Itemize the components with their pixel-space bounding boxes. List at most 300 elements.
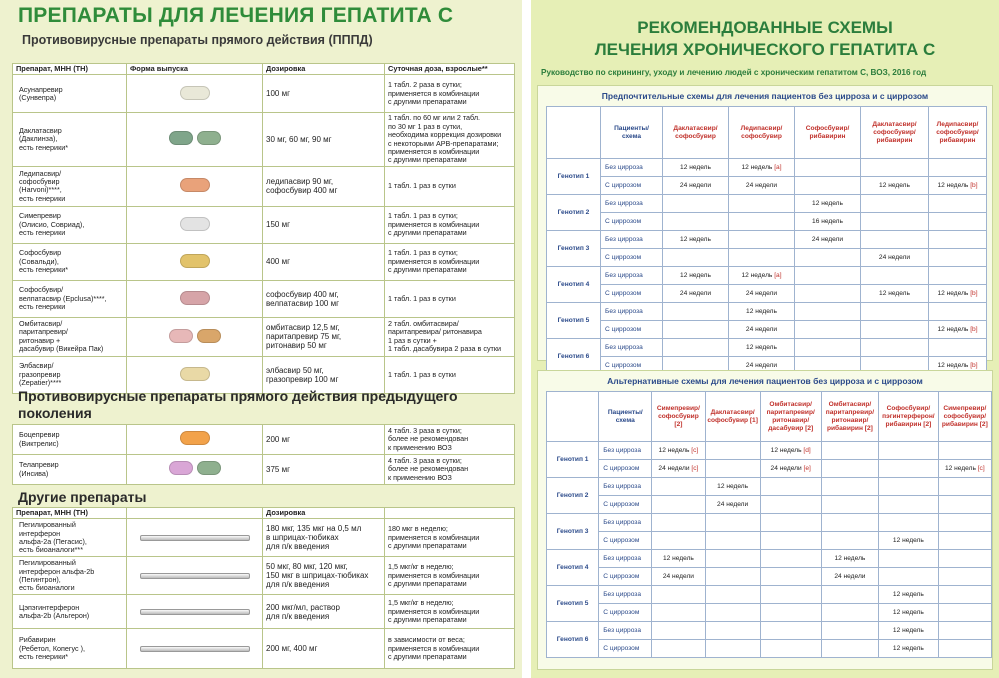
drug-form-image (127, 280, 263, 317)
duration-cell: 12 недель [d] (760, 442, 821, 460)
preferred-regimens-table (546, 106, 987, 375)
preferred-box (537, 85, 993, 369)
drug-name: Рибавирин (Ребетол, Копегус ), есть генерики* (13, 629, 127, 669)
genotype-label: Генотип 1 (547, 159, 601, 195)
duration-cell (938, 604, 991, 622)
duration-cell (938, 640, 991, 658)
duration-cell (663, 339, 729, 357)
duration-cell (795, 303, 861, 321)
drug-daily-dose: 1 табл. 1 раз в сутки (385, 280, 515, 317)
drug-form-image (127, 317, 263, 356)
duration-cell (760, 568, 821, 586)
duration-cell: 24 недели (729, 177, 795, 195)
duration-cell (652, 640, 705, 658)
duration-cell: 12 недель (729, 339, 795, 357)
drug-name: Софосбувир/ велпатасвир (Epclusa)****, есть генерики (13, 280, 127, 317)
patient-category: Без цирроза (601, 159, 663, 177)
tablet-image (180, 178, 210, 192)
duration-cell: 12 недель [a] (729, 159, 795, 177)
duration-cell: 12 недель [b] (929, 285, 987, 303)
drug-row (13, 519, 515, 557)
duration-cell (760, 514, 821, 532)
duration-cell (705, 514, 760, 532)
drug-form-image (127, 166, 263, 206)
drug-dose: 400 мг (263, 243, 385, 280)
regimen-row (547, 586, 992, 604)
duration-cell: 12 недель (663, 159, 729, 177)
drug-form-image (127, 557, 263, 595)
duration-cell: 24 недели [e] (760, 460, 821, 478)
drug-form-image (127, 243, 263, 280)
col-form: Форма выпуска (127, 64, 263, 75)
duration-cell (938, 622, 991, 640)
drug-dose: 50 мкг, 80 мкг, 120 мкг, 150 мкг в шприцах-тюбиках для п/к введения (263, 557, 385, 595)
tablet-image (180, 217, 210, 231)
regimen-header-row (547, 107, 987, 159)
duration-cell (705, 442, 760, 460)
duration-cell: 12 недель (663, 231, 729, 249)
duration-cell (705, 622, 760, 640)
drug-dose: софосбувир 400 мг, велпатасвир 100 мг (263, 280, 385, 317)
drug-form-image (127, 519, 263, 557)
drug-daily-dose: 1,5 мкг/кг в неделю; применяется в комбинации с другими препаратами (385, 557, 515, 595)
drug-form-image (127, 425, 263, 455)
duration-cell (938, 532, 991, 550)
duration-cell (729, 195, 795, 213)
duration-cell (821, 586, 878, 604)
tablet-image (180, 367, 210, 381)
duration-cell (821, 514, 878, 532)
duration-cell (652, 586, 705, 604)
duration-cell: 24 недели (652, 568, 705, 586)
duration-cell (929, 249, 987, 267)
genotype-label: Генотип 1 (547, 442, 599, 478)
alternative-box (537, 370, 993, 670)
drug-name: Пегилированный интерферон альфа-2b (Пегинтрон), есть биоаналоги (13, 557, 127, 595)
duration-cell (663, 303, 729, 321)
duration-cell: 12 недель (861, 285, 929, 303)
drug-name: Пегилированный интерферон альфа-2а (Пегасис), есть биоаналоги*** (13, 519, 127, 557)
tablet-image (180, 291, 210, 305)
patient-category: Без цирроза (599, 442, 652, 460)
regimen-header: Даклатасвир/ софосбувир/ рибавирин (861, 107, 929, 159)
drug-dose: омбитасвир 12,5 мг, паритапревир 75 мг, ритонавир 50 мг (263, 317, 385, 356)
duration-cell (795, 267, 861, 285)
drug-name: Ледипасвир/ софосбувир (Harvoni)****, есть генерики (13, 166, 127, 206)
regimen-header: Ледипасвир/ софосбувир/ рибавирин (929, 107, 987, 159)
duration-cell (729, 249, 795, 267)
regimen-row (547, 177, 987, 195)
genotype-label: Генотип 2 (547, 478, 599, 514)
drug-daily-dose: 1 табл. 1 раз в сутки (385, 166, 515, 206)
blank-header (547, 392, 599, 442)
drug-daily-dose: в зависимости от веса; применяется в комбинации с другими препаратами (385, 629, 515, 669)
genotype-label: Генотип 6 (547, 339, 601, 375)
drug-name: Цэпэгинтерферон альфа-2b (Альгерон) (13, 595, 127, 629)
duration-cell: 24 недели (729, 285, 795, 303)
alternative-regimens-table (546, 391, 992, 658)
genotype-label: Генотип 4 (547, 550, 599, 586)
regimen-row (547, 622, 992, 640)
syringe-image (140, 573, 250, 579)
drug-dose: 150 мг (263, 206, 385, 243)
regimens-title-line2: ЛЕЧЕНИЯ ХРОНИЧЕСКОГО ГЕПАТИТА С (594, 40, 936, 59)
duration-cell (821, 532, 878, 550)
duration-cell (760, 550, 821, 568)
duration-cell (663, 321, 729, 339)
drug-daily-dose: 4 табл. 3 раза в сутки; более не рекомендован к применению ВОЗ (385, 455, 515, 485)
duration-cell (821, 496, 878, 514)
duration-cell (879, 550, 939, 568)
patient-category: С циррозом (599, 496, 652, 514)
regimens-panel (531, 0, 999, 678)
drug-daily-dose: 4 табл. 3 раза в сутки; более не рекомендован к применению ВОЗ (385, 425, 515, 455)
regimen-row (547, 339, 987, 357)
patient-category: Без цирроза (599, 622, 652, 640)
duration-cell (705, 640, 760, 658)
duration-cell (760, 586, 821, 604)
duration-cell: 24 недели (821, 568, 878, 586)
duration-cell (760, 532, 821, 550)
regimen-header: Даклатасвир/ софосбувир (663, 107, 729, 159)
duration-cell (861, 321, 929, 339)
prev-gen-table (12, 424, 515, 485)
duration-cell (760, 478, 821, 496)
duration-cell (821, 478, 878, 496)
drug-form-image (127, 113, 263, 166)
duration-cell (705, 604, 760, 622)
other-drugs-table (12, 507, 515, 669)
patients-header: Пациенты/ схема (601, 107, 663, 159)
patient-category: С циррозом (599, 604, 652, 622)
col-drug: Препарат, МНН (ТН) (13, 64, 127, 75)
regimen-header: Софосбувир/ рибавирин (795, 107, 861, 159)
drug-name: Боцепревир (Виктрелис) (13, 425, 127, 455)
duration-cell (938, 496, 991, 514)
syringe-image (140, 535, 250, 541)
genotype-label: Генотип 5 (547, 303, 601, 339)
regimen-row (547, 496, 992, 514)
regimen-header: Даклатасвир/ софосбувир [1] (705, 392, 760, 442)
patient-category: Без цирроза (601, 195, 663, 213)
patient-category: С циррозом (601, 177, 663, 195)
duration-cell (938, 568, 991, 586)
daa-subtitle: Противовирусные препараты прямого действия (ПППД) (22, 33, 373, 47)
duration-cell (938, 478, 991, 496)
regimen-row (547, 213, 987, 231)
duration-cell: 12 недель (879, 640, 939, 658)
patient-category: Без цирроза (601, 267, 663, 285)
col-dose: Дозировка (263, 64, 385, 75)
regimen-row (547, 285, 987, 303)
duration-cell (929, 267, 987, 285)
duration-cell: 12 недель (652, 550, 705, 568)
drug-row (13, 455, 515, 485)
duration-cell (861, 213, 929, 231)
drug-daily-dose: 1 табл. 2 раза в сутки; применяется в комбинации с другими препаратами (385, 75, 515, 113)
duration-cell (929, 339, 987, 357)
drug-form-image (127, 75, 263, 113)
duration-cell (938, 514, 991, 532)
duration-cell (652, 604, 705, 622)
duration-cell (795, 321, 861, 339)
duration-cell (929, 303, 987, 321)
duration-cell: 12 недель [c] (938, 460, 991, 478)
duration-cell: 12 недель (821, 550, 878, 568)
tablet-image (169, 131, 193, 145)
duration-cell (879, 460, 939, 478)
regimen-header: Симепревир/ софосбувир/ рибавирин [2] (938, 392, 991, 442)
genotype-label: Генотип 4 (547, 267, 601, 303)
patient-category: Без цирроза (601, 303, 663, 321)
drug-dose: 30 мг, 60 мг, 90 мг (263, 113, 385, 166)
duration-cell (663, 195, 729, 213)
patient-category: С циррозом (601, 321, 663, 339)
regimen-row (547, 460, 992, 478)
drug-row (13, 75, 515, 113)
patient-category: Без цирроза (601, 231, 663, 249)
drug-form-image (127, 629, 263, 669)
duration-cell: 12 недель [b] (929, 357, 987, 375)
prev-gen-heading: Противовирусные препараты прямого действия предыдущего поколения (18, 388, 458, 421)
duration-cell (795, 177, 861, 195)
duration-cell: 12 недель (879, 586, 939, 604)
regimen-header: Софосбувир/ пэгинтерферон/ рибавирин [2] (879, 392, 939, 442)
regimen-row (547, 478, 992, 496)
duration-cell (652, 496, 705, 514)
regimen-header: Симепревир/ софосбувир [2] (652, 392, 705, 442)
regimen-row (547, 442, 992, 460)
patient-category: С циррозом (601, 213, 663, 231)
genotype-label: Генотип 6 (547, 622, 599, 658)
duration-cell: 12 недель (795, 195, 861, 213)
drug-row (13, 280, 515, 317)
genotype-label: Генотип 3 (547, 231, 601, 267)
regimen-row (547, 267, 987, 285)
regimen-row (547, 568, 992, 586)
patient-category: Без цирроза (599, 586, 652, 604)
duration-cell (705, 568, 760, 586)
drug-daily-dose: 1 табл. 1 раз в сутки; применяется в комбинации с другими препаратами (385, 206, 515, 243)
drug-daily-dose: 180 мкг в неделю; применяется в комбинации с другими препаратами (385, 519, 515, 557)
duration-cell (760, 496, 821, 514)
drug-row (13, 243, 515, 280)
drug-name: Асунапревир (Сунвепра) (13, 75, 127, 113)
duration-cell (795, 159, 861, 177)
tablet-image (180, 86, 210, 100)
tablet-image (180, 431, 210, 445)
drug-row (13, 166, 515, 206)
drug-form-image (127, 595, 263, 629)
col-daily: Суточная доза, взрослые** (385, 64, 515, 75)
duration-cell: 24 недели (663, 285, 729, 303)
duration-cell (879, 514, 939, 532)
drug-name: Симепревир (Олисио, Совриад), есть генерики (13, 206, 127, 243)
duration-cell (821, 622, 878, 640)
drug-name: Омбитасвир/ паритапревир/ ритонавир + дасабувир (Викейра Пак) (13, 317, 127, 356)
drug-name: Телапревир (Инсива) (13, 455, 127, 485)
regimen-row (547, 303, 987, 321)
duration-cell (652, 514, 705, 532)
drug-name: Элбасвир/ гразопревир (Zepatier)**** (13, 356, 127, 393)
patient-category: С циррозом (601, 357, 663, 375)
patient-category: Без цирроза (599, 514, 652, 532)
duration-cell: 24 недели (795, 231, 861, 249)
duration-cell (861, 303, 929, 321)
duration-cell (938, 586, 991, 604)
drug-row (13, 557, 515, 595)
blank-header (547, 107, 601, 159)
drug-row (13, 206, 515, 243)
duration-cell (929, 159, 987, 177)
col-form (127, 508, 263, 519)
regimen-row (547, 514, 992, 532)
drug-dose: 375 мг (263, 455, 385, 485)
duration-cell (729, 231, 795, 249)
regimen-row (547, 231, 987, 249)
duration-cell (652, 622, 705, 640)
drug-dose: 100 мг (263, 75, 385, 113)
regimen-row (547, 159, 987, 177)
duration-cell (795, 285, 861, 303)
duration-cell (705, 550, 760, 568)
duration-cell (861, 339, 929, 357)
duration-cell: 24 недели (729, 357, 795, 375)
duration-cell (705, 460, 760, 478)
tablet-image (197, 329, 221, 343)
patient-category: С циррозом (599, 640, 652, 658)
preferred-heading: Предпочтительные схемы для лечения пациентов без цирроза и с циррозом (601, 91, 929, 101)
drug-form-image (127, 455, 263, 485)
duration-cell: 12 недель (879, 604, 939, 622)
duration-cell (821, 604, 878, 622)
duration-cell (861, 231, 929, 249)
duration-cell (795, 249, 861, 267)
regimen-row (547, 249, 987, 267)
regimens-title-line1: РЕКОМЕНДОВАННЫЕ СХЕМЫ (637, 18, 893, 37)
duration-cell: 12 недель (861, 177, 929, 195)
duration-cell (652, 532, 705, 550)
syringe-image (140, 609, 250, 615)
genotype-label: Генотип 3 (547, 514, 599, 550)
duration-cell (938, 550, 991, 568)
patient-category: Без цирроза (599, 550, 652, 568)
duration-cell: 12 недель (663, 267, 729, 285)
regimen-row (547, 195, 987, 213)
tablet-image (197, 461, 221, 475)
drug-row (13, 595, 515, 629)
daa-table (12, 63, 515, 394)
duration-cell (938, 442, 991, 460)
duration-cell (879, 442, 939, 460)
alternative-heading: Альтернативные схемы для лечения пациентов без цирроза и с циррозом (607, 376, 923, 386)
drugs-title: ПРЕПАРАТЫ ДЛЯ ЛЕЧЕНИЯ ГЕПАТИТА С (18, 4, 454, 27)
patient-category: Без цирроза (601, 339, 663, 357)
regimen-header-row (547, 392, 992, 442)
duration-cell (929, 195, 987, 213)
drug-form-image (127, 206, 263, 243)
other-drugs-heading: Другие препараты (18, 489, 147, 505)
duration-cell: 12 недель [c] (652, 442, 705, 460)
regimen-header: Омбитасвир/ паритапревир/ ритонавир/ рибавирин [2] (821, 392, 878, 442)
drug-daily-dose: 1 табл. по 60 мг или 2 табл. по 30 мг 1 раз в сутки, необходима коррекция дозировки с некоторыми АРВ-препаратами; применяется в комбинации с другими препаратами (385, 113, 515, 166)
regimen-row (547, 550, 992, 568)
patient-category: С циррозом (601, 249, 663, 267)
duration-cell: 24 недели [c] (652, 460, 705, 478)
drug-daily-dose: 1,5 мкг/кг в неделю; применяется в комбинации с другими препаратами (385, 595, 515, 629)
duration-cell: 12 недель (879, 622, 939, 640)
col-daily (385, 508, 515, 519)
patients-header: Пациенты/ схема (599, 392, 652, 442)
patient-category: С циррозом (601, 285, 663, 303)
duration-cell (663, 249, 729, 267)
tablet-image (169, 461, 193, 475)
duration-cell: 24 недели (705, 496, 760, 514)
drug-name: Даклатасвир (Даклинза), есть генерики* (13, 113, 127, 166)
duration-cell: 12 недель [a] (729, 267, 795, 285)
drug-row (13, 629, 515, 669)
duration-cell (861, 159, 929, 177)
regimen-row (547, 604, 992, 622)
genotype-label: Генотип 5 (547, 586, 599, 622)
duration-cell: 24 недели (729, 321, 795, 339)
patient-category: С циррозом (599, 568, 652, 586)
duration-cell: 16 недель (795, 213, 861, 231)
drug-dose: элбасвир 50 мг, гразопревир 100 мг (263, 356, 385, 393)
duration-cell: 12 недель [b] (929, 177, 987, 195)
duration-cell (879, 478, 939, 496)
duration-cell: 12 недель (729, 303, 795, 321)
regimen-header: Омбитасвир/ паритапревир/ ритонавир/ дасабувир [2] (760, 392, 821, 442)
regimen-row (547, 532, 992, 550)
duration-cell (879, 496, 939, 514)
duration-cell (760, 604, 821, 622)
duration-cell (861, 267, 929, 285)
duration-cell (861, 195, 929, 213)
drug-daily-dose: 1 табл. 1 раз в сутки; применяется в комбинации с другими препаратами (385, 243, 515, 280)
patient-category: Без цирроза (599, 478, 652, 496)
regimen-header: Ледипасвир/ софосбувир (729, 107, 795, 159)
drug-dose: ледипасвир 90 мг, софосбувир 400 мг (263, 166, 385, 206)
col-drug: Препарат, МНН (ТН) (13, 508, 127, 519)
drug-daily-dose: 2 табл. омбитасвира/ паритапревира/ ритонавира 1 раз в сутки + 1 табл. дасабувира 2 раза в сутки (385, 317, 515, 356)
duration-cell (929, 231, 987, 249)
duration-cell: 12 недель [b] (929, 321, 987, 339)
duration-cell (663, 213, 729, 231)
duration-cell: 24 недели (861, 249, 929, 267)
regimen-row (547, 640, 992, 658)
drug-row (13, 425, 515, 455)
regimen-row (547, 321, 987, 339)
tablet-image (197, 131, 221, 145)
col-dose: Дозировка (263, 508, 385, 519)
duration-cell (760, 622, 821, 640)
duration-cell (821, 460, 878, 478)
duration-cell (821, 640, 878, 658)
patient-category: С циррозом (599, 532, 652, 550)
duration-cell (705, 586, 760, 604)
drug-name: Софосбувир (Совальди), есть генерики* (13, 243, 127, 280)
tablet-image (169, 329, 193, 343)
patient-category: С циррозом (599, 460, 652, 478)
duration-cell: 24 недели (663, 177, 729, 195)
duration-cell (795, 339, 861, 357)
drug-row (13, 317, 515, 356)
drug-daily-dose: 1 табл. 1 раз в сутки (385, 356, 515, 393)
genotype-label: Генотип 2 (547, 195, 601, 231)
duration-cell (652, 478, 705, 496)
drug-dose: 200 мкг/мл, раствор для п/к введения (263, 595, 385, 629)
